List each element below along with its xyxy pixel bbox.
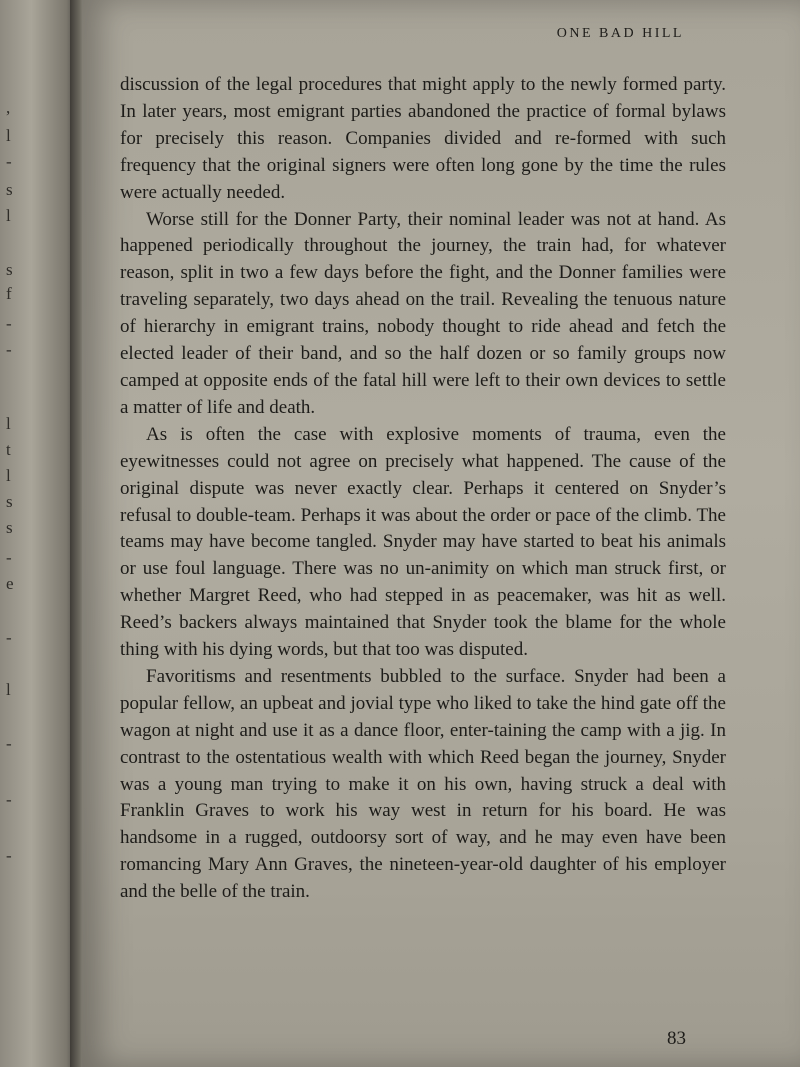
prev-page-fragment: l	[6, 206, 11, 225]
prev-page-fragment: s	[6, 518, 13, 537]
prev-page-fragment: s	[6, 180, 13, 199]
prev-page-fragment: -	[6, 314, 12, 333]
prev-page-fragment: -	[6, 790, 12, 809]
running-head: ONE BAD HILL	[556, 26, 684, 41]
prev-page-fragment: t	[6, 440, 11, 459]
book-page	[82, 0, 800, 1067]
prev-page-fragment: l	[6, 680, 11, 699]
prev-page-fragment: -	[6, 548, 12, 567]
prev-page-fragment: f	[6, 284, 12, 303]
prev-page-fragment: e	[6, 574, 14, 593]
prev-page-fragment: s	[6, 492, 13, 511]
prev-page-fragment: -	[6, 846, 12, 865]
prev-page-fragment: l	[6, 466, 11, 485]
prev-page-fragment: l	[6, 414, 11, 433]
prev-page-fragment: -	[6, 628, 12, 647]
paragraph-1: discussion of the legal procedures that might apply to the newly formed party. In later years, most emigrant parties abandoned the practice of formal bylaws for precisely this reason. Companies divided and re-formed with such frequency that the original signers were often long gone by the time the rules were actually needed.	[120, 74, 726, 203]
prev-page-fragment: l	[6, 126, 11, 145]
body-text	[120, 72, 726, 906]
prev-page-fragment: -	[6, 734, 12, 753]
prev-page-fragment: s	[6, 260, 13, 279]
paragraph-4: Favoritisms and resentments bubbled to the surface. Snyder had been a popular fellow, an upbeat and jovial type who liked to take the hind gate off the wagon at night and use it as a dance floor, enter-taining the camp with a jig. In contrast to the ostentatious wealth with which Reed began the journey, Snyder was a young man trying to make it on his own, having struck a deal with Franklin Graves to work his way west in return for his board. He was handsome in a rugged, outdoorsy sort of way, and he may even have been romancing Mary Ann Graves, the nineteen-year-old daughter of his employer and the belle of the train.	[120, 665, 726, 903]
page-number: 83	[667, 1028, 686, 1049]
prev-page-fragment: ,	[6, 98, 11, 117]
previous-page-edge	[0, 0, 78, 1067]
paragraph-3: As is often the case with explosive moments of trauma, even the eyewitnesses could not agree on precisely what happened. The cause of the original dispute was never exactly clear. Perhaps it centered on Snyder’s refusal to double-team. Perhaps it was about the order or pace of the climb. The teams may have become tangled. Snyder may have started to beat his animals or use foul language. There was no un-animity on which man struck first, or whether Margret Reed, who had stepped in as peacemaker, was hit as well. Reed’s backers always maintained that Snyder took the blame for the whole thing with his dying words, but that too was disputed.	[120, 423, 726, 661]
prev-page-fragment: -	[6, 340, 12, 359]
prev-page-fragment: -	[6, 152, 12, 171]
paragraph-2: Worse still for the Donner Party, their nominal leader was not at hand. As happened periodically throughout the journey, the train had, for whatever reason, split in two a few days before the fight, and the Donner families were traveling separately, two days ahead on the trail. Revealing the tenuous nature of hierarchy in emigrant trains, nobody thought to ride ahead and fetch the elected leader of their band, and so the half dozen or so family groups now camped at opposite ends of the fatal hill were left to their own devices to settle a matter of life and death.	[120, 208, 726, 418]
